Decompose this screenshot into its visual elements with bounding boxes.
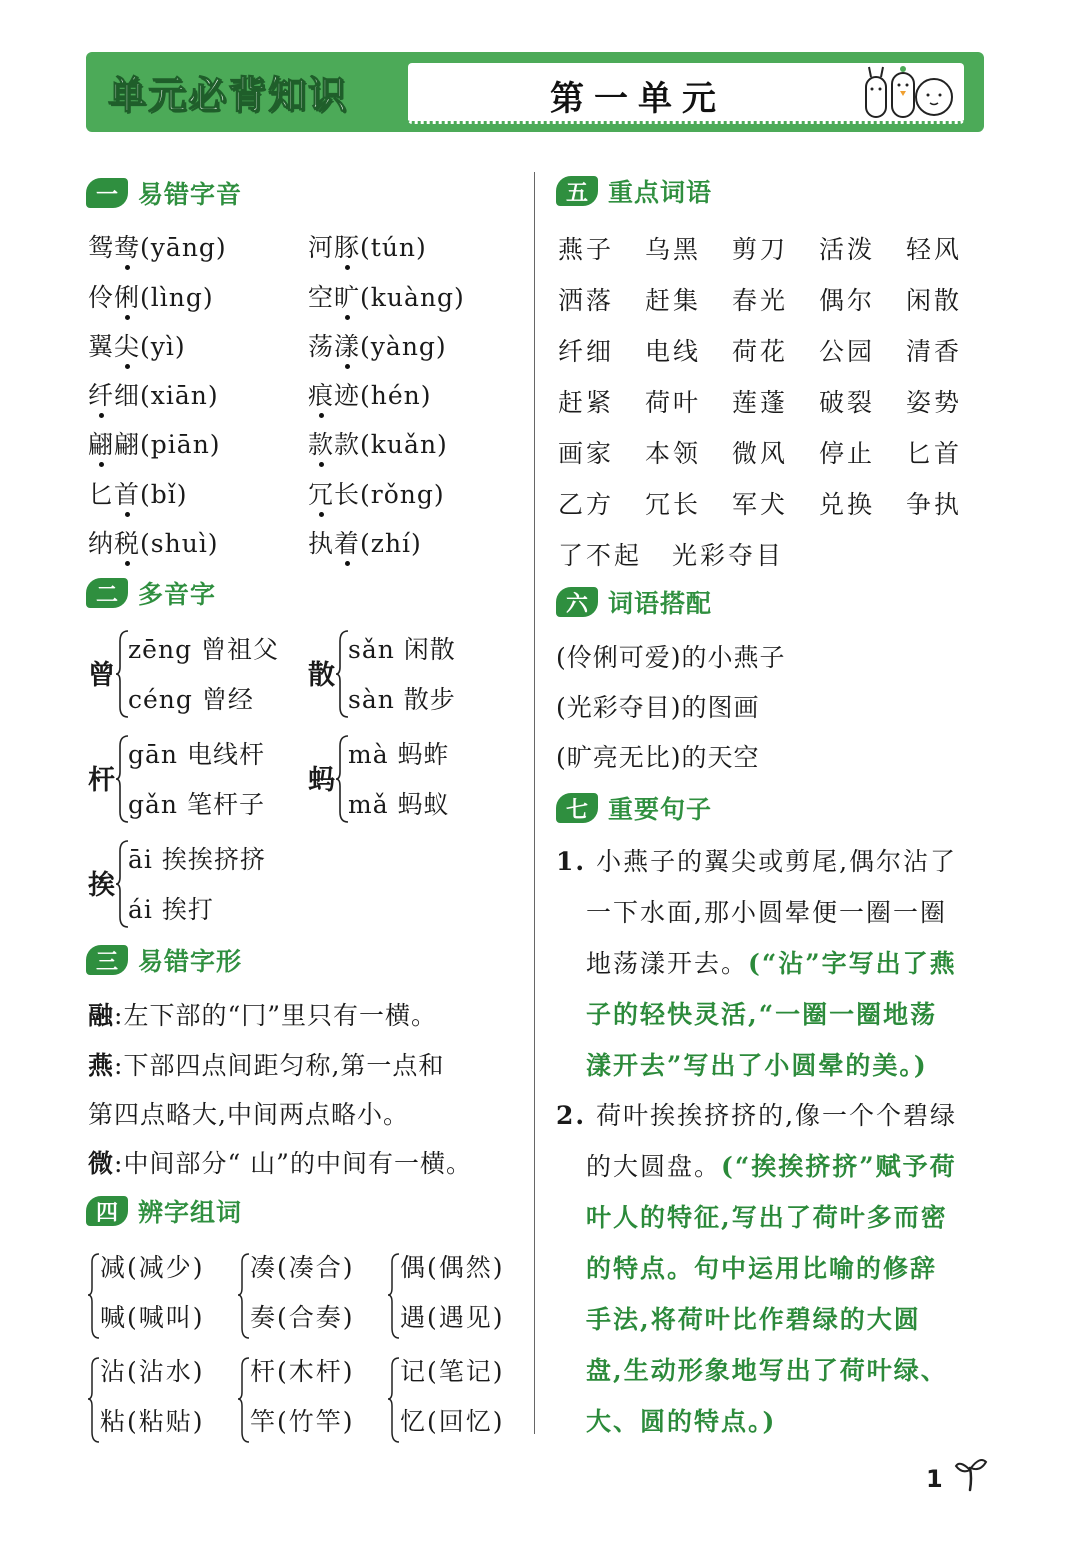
pron-item: 痕迹(hén) <box>308 381 432 410</box>
word: 闲散 <box>906 285 963 315</box>
sentence-line: 1. 小燕子的翼尖或剪尾,偶尔沾了 <box>556 847 958 876</box>
word: 燕子 <box>558 234 615 264</box>
header-banner <box>86 52 984 132</box>
word: 荷花 <box>732 336 789 366</box>
page-number: 1 <box>926 1465 943 1493</box>
pron-item: 翼尖(yì) <box>88 332 186 361</box>
section-title: 重点词语 <box>608 178 713 207</box>
word: 冗长 <box>645 489 702 519</box>
pron-item: 空旷(kuàng) <box>308 283 465 312</box>
poly-reading: āi 挨挨挤挤 <box>128 845 266 874</box>
pair-bottom: 遇(遇见) <box>400 1303 505 1332</box>
poly-char: 蚂 <box>308 765 335 796</box>
word: 姿势 <box>906 387 963 417</box>
word: 匕首 <box>906 438 963 468</box>
sentence-line: 2. 荷叶挨挨挤挤的,像一个个碧绿 <box>556 1101 958 1130</box>
word: 春光 <box>732 285 789 315</box>
section-number: 三 <box>86 945 128 975</box>
key-words <box>558 222 993 579</box>
sentence-line: 地荡漾开去。(“沾”字写出了燕 <box>586 949 957 978</box>
pair-bottom: 竿(竹竿) <box>250 1407 355 1436</box>
word: 荷叶 <box>645 387 702 417</box>
word: 电线 <box>645 336 702 366</box>
glyph-note: 融:左下部的“冂”里只有一横。 <box>88 1001 438 1030</box>
section-title: 辨字组词 <box>138 1198 243 1227</box>
pron-item: 匕首(bǐ) <box>88 480 188 509</box>
sentence-line: 手法,将荷叶比作碧绿的大圆 <box>586 1305 921 1334</box>
word: 莲蓬 <box>732 387 789 417</box>
pair-top: 凑(凑合) <box>250 1253 355 1282</box>
poly-reading: sǎn 闲散 <box>348 635 456 664</box>
word: 画家 <box>558 438 615 468</box>
word: 活泼 <box>819 234 876 264</box>
section-number: 六 <box>556 587 598 617</box>
word: 争执 <box>906 489 963 519</box>
collocation: (旷亮无比)的天空 <box>556 743 760 772</box>
section-6-heading <box>556 584 712 620</box>
sentence-line: 漾开去”写出了小圆晕的美。) <box>586 1051 928 1080</box>
section-number: 二 <box>86 578 128 608</box>
poly-char: 曾 <box>88 660 115 691</box>
word: 了不起 <box>558 540 643 570</box>
pair-bottom: 喊(喊叫) <box>100 1303 205 1332</box>
glyph-note: 第四点略大,中间两点略小。 <box>88 1100 409 1129</box>
section-2-heading <box>86 575 216 611</box>
sentence-line: 一下水面,那小圆晕便一圈一圈 <box>586 898 947 927</box>
poly-reading: gān 电线杆 <box>128 740 265 769</box>
poly-reading: gǎn 笔杆子 <box>128 790 265 819</box>
word-row <box>558 477 993 528</box>
pair-top: 减(减少) <box>100 1253 205 1282</box>
word: 洒落 <box>558 285 615 315</box>
sentence-2 <box>556 1090 996 1447</box>
word-row <box>558 273 993 324</box>
pron-item: 执着(zhí) <box>308 529 422 558</box>
sentence-1 <box>556 836 996 1091</box>
word-row <box>558 324 993 375</box>
poly-char: 杆 <box>88 765 115 796</box>
word: 停止 <box>819 438 876 468</box>
pron-item: 款款(kuǎn) <box>308 430 448 459</box>
poly-reading: mà 蚂蚱 <box>348 740 450 769</box>
word: 光彩夺目 <box>672 540 785 570</box>
word-row <box>558 222 993 273</box>
word: 赶紧 <box>558 387 615 417</box>
word-row <box>558 528 993 579</box>
section-number: 一 <box>86 178 128 208</box>
poly-reading: céng 曾经 <box>128 685 254 714</box>
sprout-icon <box>952 1454 992 1494</box>
pron-item: 翩翩(piān) <box>88 430 221 459</box>
section-number: 五 <box>556 176 598 206</box>
brace-icon <box>388 1252 400 1340</box>
collocation: (伶俐可爱)的小燕子 <box>556 643 786 672</box>
word: 军犬 <box>732 489 789 519</box>
brace-icon <box>88 1252 100 1340</box>
section-title: 多音字 <box>138 580 217 609</box>
pair-top: 记(笔记) <box>400 1357 505 1386</box>
word: 微风 <box>732 438 789 468</box>
section-1-heading <box>86 175 242 211</box>
mascot-icon <box>860 65 956 119</box>
poly-reading: sàn 散步 <box>348 685 456 714</box>
sentence-line: 的特点。句中运用比喻的修辞 <box>586 1254 938 1283</box>
column-divider <box>534 172 535 1434</box>
word: 破裂 <box>819 387 876 417</box>
collocation: (光彩夺目)的图画 <box>556 693 760 722</box>
pair-top: 沾(沾水) <box>100 1357 205 1386</box>
word: 偶尔 <box>819 285 876 315</box>
word-row <box>558 375 993 426</box>
section-3-heading <box>86 942 242 978</box>
section-4-heading <box>86 1193 242 1229</box>
word: 乙方 <box>558 489 615 519</box>
banner-title: 单元必背知识 <box>108 73 349 117</box>
unit-box <box>408 63 964 124</box>
pron-item: 伶俐(lìng) <box>88 283 214 312</box>
pair-bottom: 粘(粘贴) <box>100 1407 205 1436</box>
section-5-heading <box>556 173 712 209</box>
word: 公园 <box>819 336 876 366</box>
pron-item: 纤细(xiān) <box>88 381 219 410</box>
poly-reading: mǎ 蚂蚁 <box>348 790 450 819</box>
pron-item: 冗长(rǒng) <box>308 480 445 509</box>
section-number: 七 <box>556 793 598 823</box>
poly-reading: ái 挨打 <box>128 895 214 924</box>
brace-icon <box>88 1356 100 1444</box>
word: 兑换 <box>819 489 876 519</box>
section-7-heading <box>556 790 712 826</box>
word: 清香 <box>906 336 963 366</box>
sentence-line: 叶人的特征,写出了荷叶多而密 <box>586 1203 948 1232</box>
word-row <box>558 426 993 477</box>
section-title: 易错字形 <box>138 947 243 976</box>
pair-top: 偶(偶然) <box>400 1253 505 1282</box>
pron-item: 纳税(shuì) <box>88 529 219 558</box>
section-title: 词语搭配 <box>608 589 713 618</box>
glyph-note: 微:中间部分“ 山”的中间有一横。 <box>88 1149 472 1178</box>
pron-item: 荡漾(yàng) <box>308 332 447 361</box>
poly-char: 散 <box>308 660 335 691</box>
poly-char: 挨 <box>88 870 115 901</box>
glyph-note: 燕:下部四点间距匀称,第一点和 <box>88 1051 445 1080</box>
sentence-line: 盘,生动形象地写出了荷叶绿、 <box>586 1356 948 1385</box>
section-title: 易错字音 <box>138 180 243 209</box>
unit-title: 第一单元 <box>550 79 726 119</box>
section-title: 重要句子 <box>608 795 713 824</box>
sentence-line: 的大圆盘。(“挨挨挤挤”赋予荷 <box>586 1152 957 1181</box>
pair-top: 杆(木杆) <box>250 1357 355 1386</box>
word: 剪刀 <box>732 234 789 264</box>
word: 纤细 <box>558 336 615 366</box>
pair-bottom: 忆(回忆) <box>400 1407 505 1436</box>
word: 乌黑 <box>645 234 702 264</box>
brace-icon <box>388 1356 400 1444</box>
section-number: 四 <box>86 1196 128 1226</box>
pron-item: 鸳鸯(yāng) <box>88 233 227 262</box>
brace-icon <box>238 1252 250 1340</box>
word: 本领 <box>645 438 702 468</box>
sentence-line: 子的轻快灵活,“一圈一圈地荡 <box>586 1000 938 1029</box>
sentence-line: 大、圆的特点。) <box>586 1407 777 1436</box>
pron-item: 河豚(tún) <box>308 233 427 262</box>
word: 赶集 <box>645 285 702 315</box>
poly-reading: zēng 曾祖父 <box>128 635 280 664</box>
brace-icon <box>238 1356 250 1444</box>
pair-bottom: 奏(合奏) <box>250 1303 355 1332</box>
word: 轻风 <box>906 234 963 264</box>
